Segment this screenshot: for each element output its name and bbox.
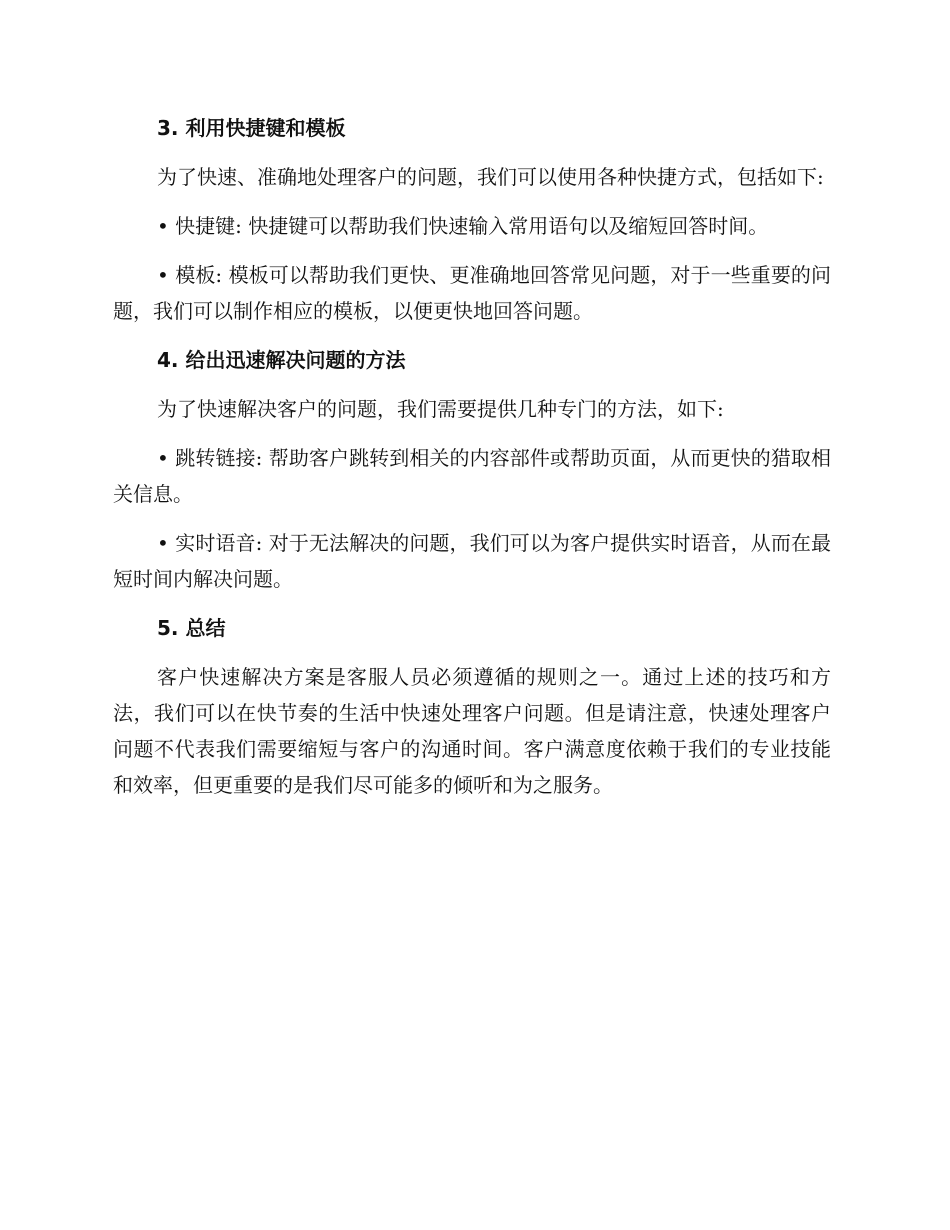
document-body [113,110,831,816]
paragraph-shortcuts-intro: 为了快速、准确地处理客户的问题，我们可以使用各种快捷方式，包括如下: [157,165,824,189]
bullet-realtime-voice: • 实时语音: 对于无法解决的问题，我们可以为客户提供实时语音，从而在最短时间内解决问题。 [113,531,831,591]
bullet-jump-links: • 跳转链接: 帮助客户跳转到相关的内容部件或帮助页面，从而更快的猎取相关信息。 [113,446,831,506]
section-heading-summary: 5. 总结 [157,616,226,640]
paragraph-summary: 客户快速解决方案是客服人员必须遵循的规则之一。通过上述的技巧和方法，我们可以在快节奏的生活中快速处理客户问题。但是请注意，快速处理客户问题不代表我们需要缩短与客户的沟通时间。客户满意度依赖于我们的专业技能和效率，但更重要的是我们尽可能多的倾听和为之服务。 [113,665,831,797]
paragraph-methods-intro: 为了快速解决客户的问题，我们需要提供几种专门的方法，如下: [157,397,724,421]
bullet-templates: • 模板: 模板可以帮助我们更快、更准确地回答常见问题，对于一些重要的问题，我们可以制作相应的模板，以便更快地回答问题。 [113,263,831,323]
section-heading-shortcuts-templates: 3. 利用快捷键和模板 [157,116,346,140]
bullet-shortcut-keys: • 快捷键: 快捷键可以帮助我们快速输入常用语句以及缩短回答时间。 [157,214,769,238]
section-heading-quick-methods: 4. 给出迅速解决问题的方法 [157,348,406,372]
